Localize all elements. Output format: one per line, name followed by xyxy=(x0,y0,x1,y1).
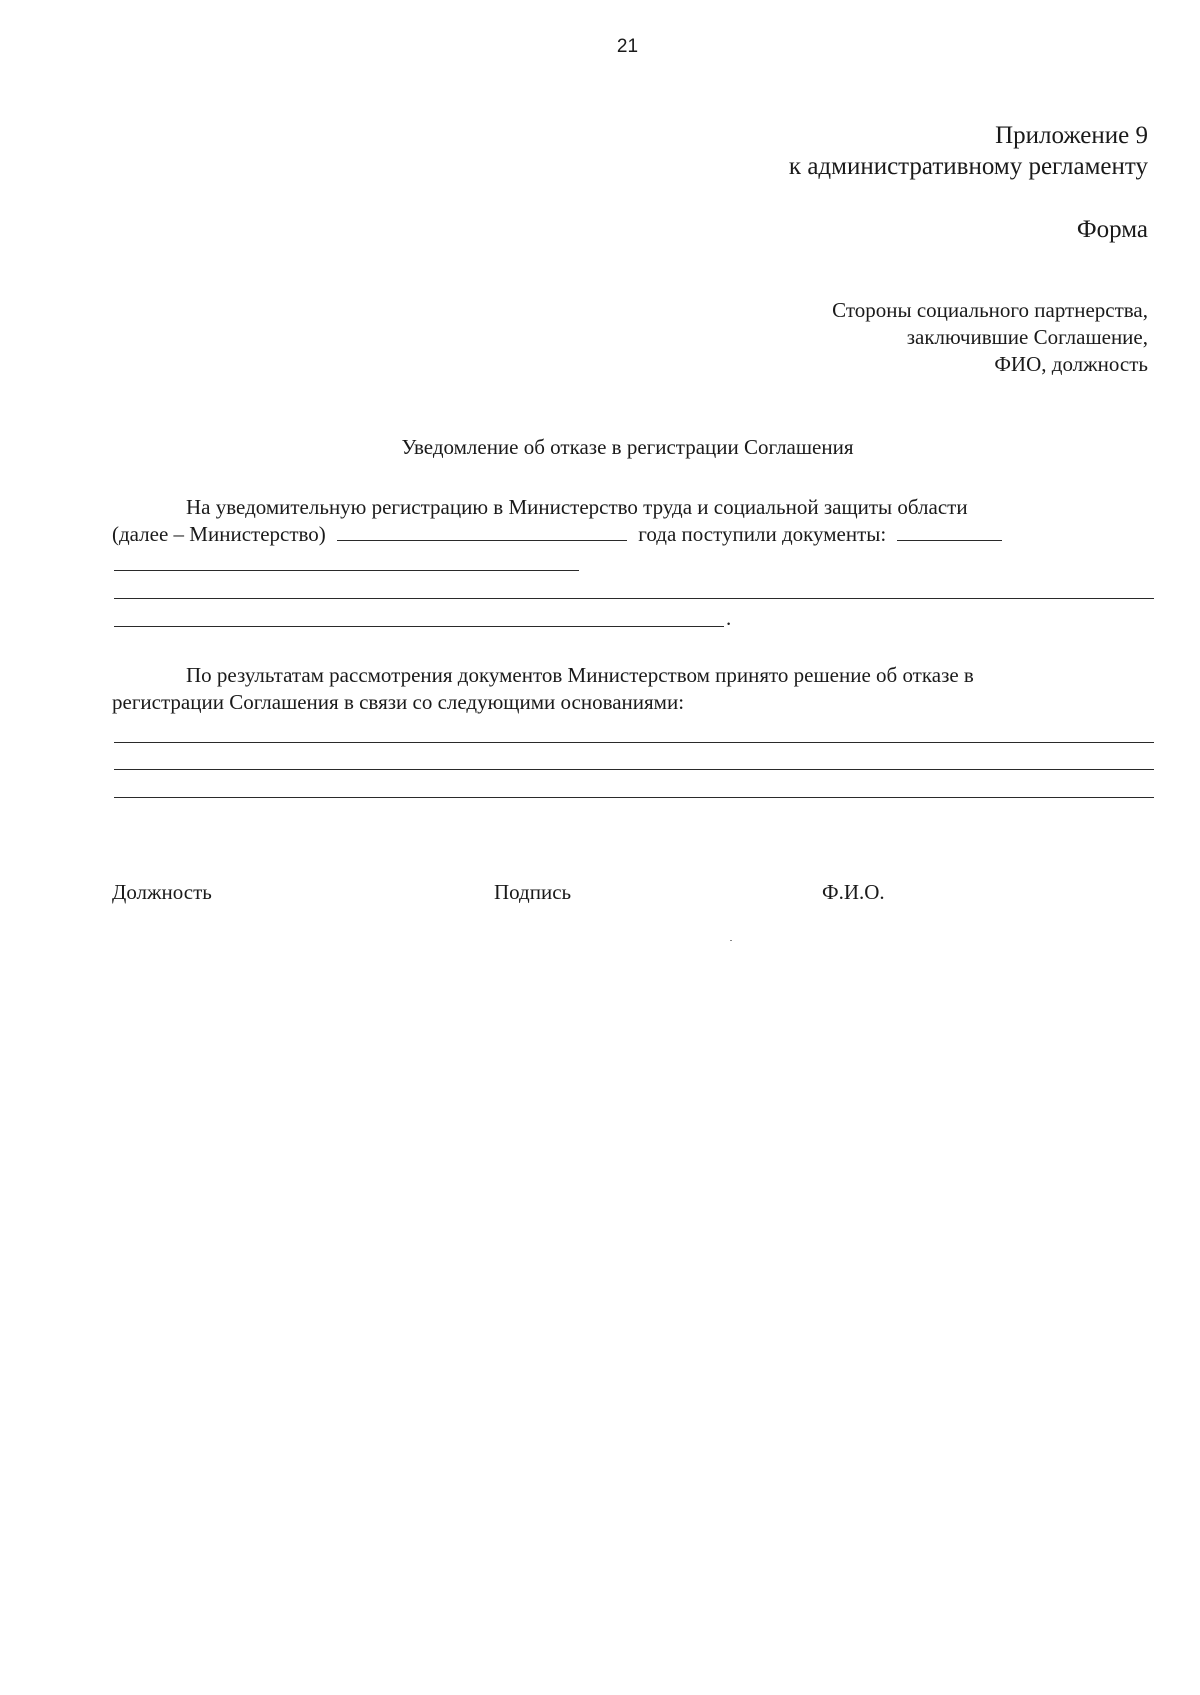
addressee-block xyxy=(548,297,1148,378)
name-label: Ф.И.О. xyxy=(822,880,885,904)
reasons-field-line-1[interactable] xyxy=(114,742,1154,743)
signature-label: Подпись xyxy=(494,880,572,904)
appendix-number: Приложение 9 xyxy=(995,122,1148,149)
paragraph-2-line-2: регистрации Соглашения в связи со следующими основаниями: xyxy=(112,690,685,714)
page-number: 21 xyxy=(616,36,639,57)
date-field[interactable] xyxy=(337,522,627,541)
addressee-line: Стороны социального партнерства, xyxy=(832,298,1148,322)
reasons-field-line-3[interactable] xyxy=(114,797,1154,798)
documents-field-line-2[interactable] xyxy=(114,598,1154,599)
form-label: Форма xyxy=(1076,216,1148,243)
appendix-header xyxy=(548,120,1148,182)
position-label: Должность xyxy=(112,880,212,904)
addressee-line: ФИО, должность xyxy=(994,352,1148,376)
documents-field-line-3[interactable] xyxy=(114,626,724,627)
documents-field-line-1[interactable] xyxy=(114,570,579,571)
scan-speck xyxy=(730,940,732,941)
notice-title: Уведомление об отказе в регистрации Соглашения xyxy=(401,435,854,459)
documents-field-start[interactable] xyxy=(897,522,1002,541)
reasons-field-line-2[interactable] xyxy=(114,769,1154,770)
paragraph-1-text-mid: года поступили документы: xyxy=(638,522,887,546)
paragraph-1-text-start: (далее – Министерство) xyxy=(112,522,326,546)
paragraph-2-line-1: По результатам рассмотрения документов Министерством принято решение об отказе в xyxy=(186,663,974,687)
paragraph-1-line-1: На уведомительную регистрацию в Министерство труда и социальной защиты области xyxy=(186,495,968,519)
documents-end-dot: . xyxy=(726,606,732,630)
addressee-line: заключившие Соглашение, xyxy=(906,325,1148,349)
appendix-reference: к административному регламенту xyxy=(788,153,1148,180)
paragraph-1-line-2 xyxy=(112,521,1122,548)
